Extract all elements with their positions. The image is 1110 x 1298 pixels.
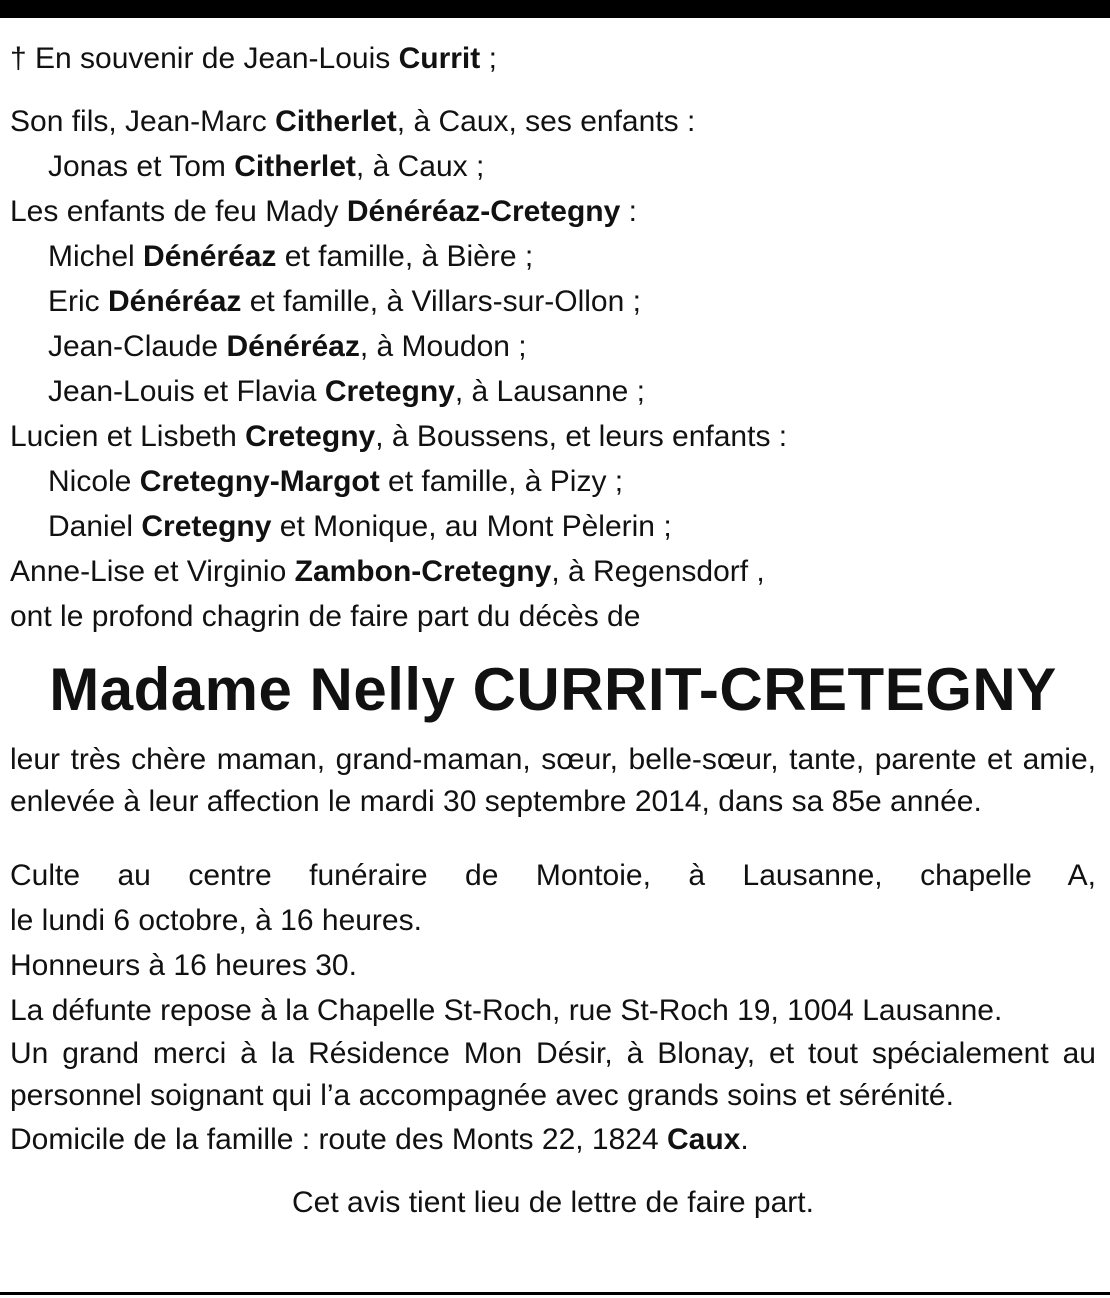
- domicile-end: .: [740, 1123, 749, 1156]
- family-line-name: Citherlet: [234, 150, 356, 183]
- family-line: [10, 369, 1096, 414]
- family-line-text: , à Caux ;: [355, 150, 485, 183]
- family-line-name: Cretegny: [324, 375, 455, 408]
- thanks-text: Un grand merci à la Résidence Mon Désir, à Blonay, et tout spécialement au personnel soignant qui l’a accompagnée avec grands soins et sérénité.: [10, 1037, 1096, 1112]
- family-line-text: Jean-Louis et Flavia: [48, 375, 325, 408]
- family-line-name: Cretegny-Margot: [139, 465, 380, 498]
- family-line: [10, 504, 1096, 549]
- family-line-name: Dénéréaz-Cretegny: [346, 195, 621, 228]
- bottom-rule: [0, 1292, 1110, 1295]
- family-line-name: Dénéréaz: [143, 240, 277, 273]
- family-line-text: , à Caux, ses enfants :: [396, 105, 696, 138]
- family-line: [10, 459, 1096, 504]
- top-rule: [0, 0, 1110, 18]
- family-line-text: Jonas et Tom: [48, 150, 235, 183]
- spacer: [10, 81, 1096, 99]
- family-line-name: Dénéréaz: [226, 330, 360, 363]
- family-line-text: Jean-Claude: [48, 330, 227, 363]
- deceased-name: Madame Nelly CURRIT-CRETEGNY: [49, 656, 1057, 723]
- family-line-name: Cretegny: [141, 510, 272, 543]
- family-line: [10, 144, 1096, 189]
- service-date: le lundi 6 octobre, à 16 heures.: [10, 904, 422, 937]
- spacer: [10, 823, 1096, 853]
- service-details: [10, 853, 1096, 1162]
- family-line: [10, 234, 1096, 279]
- family-line-name: Dénéréaz: [108, 285, 242, 318]
- family-line-text: :: [620, 195, 637, 228]
- family-line-text: , à Regensdorf ,: [551, 555, 765, 588]
- family-line: [10, 99, 1096, 144]
- family-line: [10, 189, 1096, 234]
- opening-line: [10, 36, 1096, 81]
- family-line-text: , à Boussens, et leurs enfants :: [375, 420, 788, 453]
- announcement: ont le profond chagrin de faire part du décès de: [10, 600, 641, 633]
- family-line: [10, 324, 1096, 369]
- family-line-text: Eric: [48, 285, 108, 318]
- domicile-line: [10, 1117, 1096, 1162]
- family-line-text: Lucien et Lisbeth: [10, 420, 246, 453]
- opening-suffix: ;: [480, 42, 497, 75]
- opening-name: Currit: [398, 42, 481, 75]
- family-list: [10, 99, 1096, 594]
- tribute-text: leur très chère maman, grand-maman, sœur, belle-sœur, tante, parente et amie, enlevée à leur affection le mardi 30 septembre 2014, dans sa 85e année.: [10, 743, 1096, 818]
- family-line-text: , à Moudon ;: [359, 330, 527, 363]
- family-line-name: Zambon-Cretegny: [294, 555, 552, 588]
- family-line-text: Michel: [48, 240, 144, 273]
- family-line: [10, 279, 1096, 324]
- family-line-text: Daniel: [48, 510, 142, 543]
- closing-note: Cet avis tient lieu de lettre de faire part.: [292, 1186, 814, 1219]
- service-line: Culte au centre funéraire de Montoie, à Lausanne, chapelle A,: [10, 859, 1096, 892]
- family-line: [10, 549, 1096, 594]
- family-line-text: Anne-Lise et Virginio: [10, 555, 295, 588]
- family-line-text: et famille, à Pizy ;: [379, 465, 624, 498]
- family-line-name: Cretegny: [245, 420, 376, 453]
- opening-prefix: † En souvenir de Jean-Louis: [10, 42, 399, 75]
- family-line-name: Citherlet: [275, 105, 397, 138]
- family-line-text: Nicole: [48, 465, 140, 498]
- obituary-notice: [10, 36, 1096, 1224]
- repose-line: La défunte repose à la Chapelle St-Roch, rue St-Roch 19, 1004 Lausanne.: [10, 994, 1003, 1027]
- family-line-text: et famille, à Villars-sur-Ollon ;: [241, 285, 641, 318]
- family-line-text: et famille, à Bière ;: [276, 240, 534, 273]
- family-line-text: , à Lausanne ;: [454, 375, 646, 408]
- family-line-text: et Monique, au Mont Pèlerin ;: [271, 510, 672, 543]
- domicile-text: Domicile de la famille : route des Monts 22, 1824: [10, 1123, 667, 1156]
- honneurs-line: Honneurs à 16 heures 30.: [10, 949, 357, 982]
- family-line-text: Son fils, Jean-Marc: [10, 105, 276, 138]
- family-line-text: Les enfants de feu Mady: [10, 195, 347, 228]
- domicile-place: Caux: [667, 1123, 741, 1156]
- family-line: [10, 414, 1096, 459]
